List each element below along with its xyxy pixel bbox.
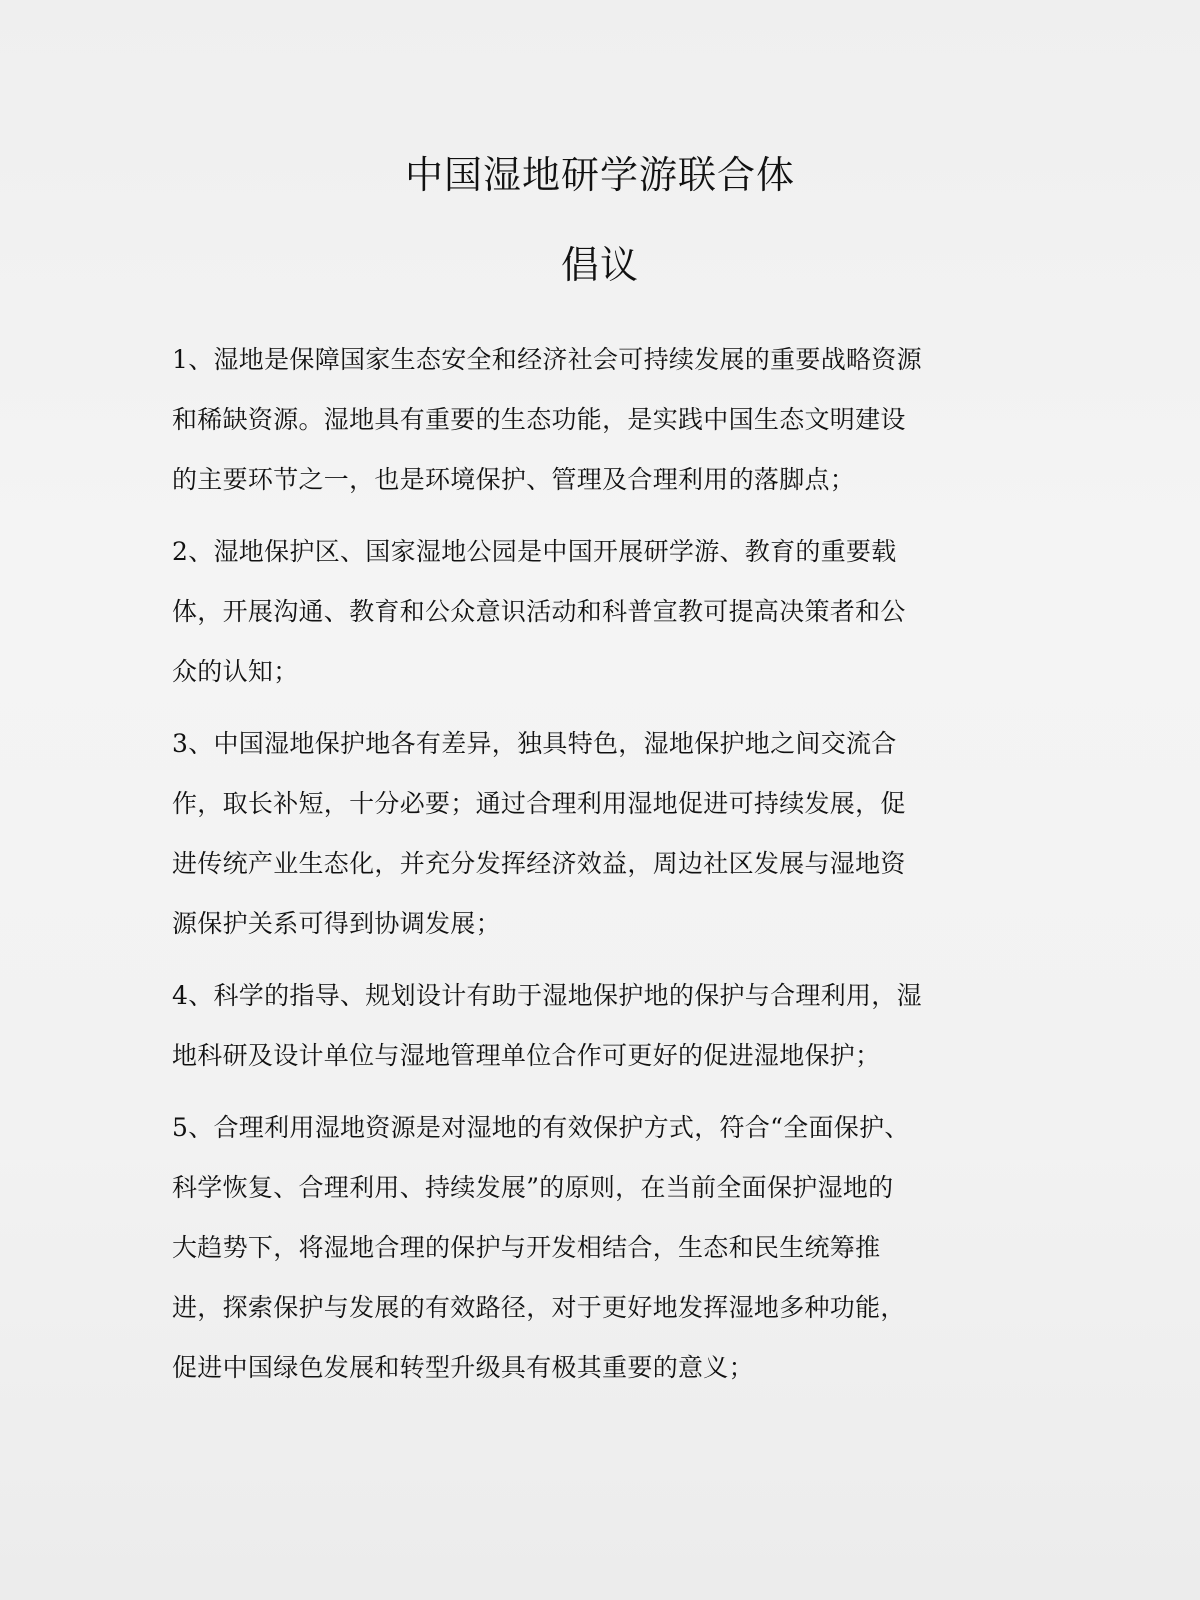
proposal-item-3: 3、中国湿地保护地各有差异，独具特色，湿地保护地之间交流合 作，取长补短，十分必要；通过合理利用湿地促进可持续发展，促 进传统产业生态化，并充分发挥经济效益，周边社区发展与湿地资 源保护关系可得到协调发展； — [172, 729, 906, 938]
document-subtitle: 倡议 — [560, 243, 639, 287]
proposal-item-1: 1、湿地是保障国家生态安全和经济社会可持续发展的重要战略资源 和稀缺资源。湿地具有重要的生态功能，是实践中国生态文明建设 的主要环节之一，也是环境保护、管理及合理利用的落脚点； — [172, 345, 922, 494]
proposal-list — [172, 330, 1037, 1412]
proposal-item-2: 2、湿地保护区、国家湿地公园是中国开展研学游、教育的重要载 体，开展沟通、教育和公众意识活动和科普宣教可提高决策者和公 众的认知； — [172, 537, 906, 686]
proposal-item-4: 4、科学的指导、规划设计有助于湿地保护地的保护与合理利用，湿 地科研及设计单位与湿地管理单位合作可更好的促进湿地保护； — [172, 981, 922, 1070]
proposal-item-5: 5、合理利用湿地资源是对湿地的有效保护方式，符合“全面保护、 科学恢复、合理利用、持续发展”的原则，在当前全面保护湿地的 大趋势下，将湿地合理的保护与开发相结合，生态和民生统筹推 进，探索保护与发展的有效路径，对于更好地发挥湿地多种功能， 促进中国绿色发展和转型升级具有极其重要的意义； — [172, 1113, 910, 1382]
document-title: 中国湿地研学游联合体 — [404, 153, 795, 197]
